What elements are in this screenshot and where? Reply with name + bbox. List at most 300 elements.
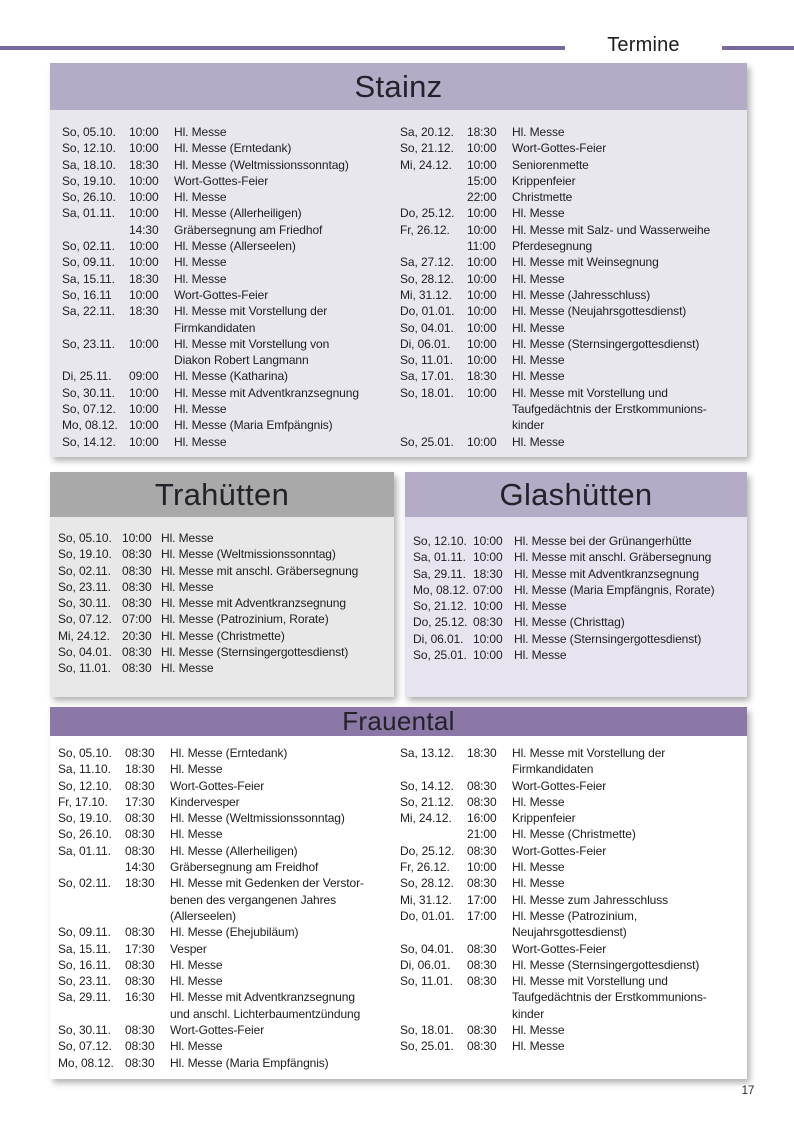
row-description: Hl. Messe (Patrozinium, Neujahrsgottesdienst) bbox=[512, 908, 638, 940]
row-description: Wort-Gottes-Feier bbox=[170, 778, 265, 793]
row-time: 17:30 bbox=[125, 794, 155, 809]
row-time: 10:00 bbox=[473, 631, 503, 646]
row-description: Hl. Messe bbox=[170, 957, 223, 972]
row-date: So, 04.01. bbox=[58, 645, 112, 660]
row-date: So, 12.10. bbox=[413, 534, 467, 548]
row-time: 08:30 bbox=[125, 925, 155, 940]
row-description: Hl. Messe mit Adventkranzsegnung bbox=[174, 385, 359, 400]
row-date: Sa, 17.01. bbox=[400, 369, 454, 384]
row-time: 08:30 bbox=[467, 1023, 497, 1038]
schedule-row bbox=[400, 794, 742, 810]
schedule-row bbox=[400, 124, 738, 140]
row-date: Mi, 24.12. bbox=[400, 811, 452, 826]
row-time: 17:30 bbox=[125, 941, 155, 956]
row-time: 07:00 bbox=[122, 612, 152, 627]
row-description: Hl. Messe bbox=[512, 206, 565, 221]
section-stainz bbox=[50, 63, 747, 457]
row-description: Hl. Messe bbox=[170, 827, 223, 842]
schedule-row bbox=[62, 303, 400, 336]
row-description: Wort-Gottes-Feier bbox=[512, 843, 607, 858]
row-date: So, 30.11. bbox=[62, 385, 115, 400]
row-description: Seniorenmette bbox=[512, 157, 589, 172]
schedule-row bbox=[413, 614, 743, 630]
row-date: Mi, 24.12. bbox=[400, 157, 452, 172]
row-date: So, 04.01. bbox=[400, 941, 454, 956]
row-date: So, 19.10. bbox=[58, 547, 112, 562]
schedule-row bbox=[58, 957, 400, 973]
section-body bbox=[50, 736, 747, 1079]
schedule-row bbox=[62, 222, 400, 238]
row-description: Hl. Messe bbox=[174, 255, 227, 270]
row-time: 08:30 bbox=[122, 547, 152, 562]
header-rule-line-right bbox=[722, 46, 794, 50]
row-date: Mo, 08.12. bbox=[58, 1055, 114, 1070]
row-date: Di, 06.01. bbox=[413, 631, 464, 646]
row-description: Hl. Messe mit Vorstellung und Taufgedächtnis der Erstkommunions- kinder bbox=[512, 974, 707, 1021]
schedule-row bbox=[400, 745, 742, 778]
row-time: 15:00 bbox=[467, 173, 497, 188]
row-description: Hl. Messe (Christmette) bbox=[512, 827, 636, 842]
page-header-label: Termine bbox=[607, 34, 680, 56]
row-time: 10:00 bbox=[467, 206, 497, 221]
row-description: Hl. Messe bbox=[170, 974, 223, 989]
row-time: 10:00 bbox=[467, 434, 497, 449]
row-time: 08:30 bbox=[467, 941, 497, 956]
schedule-row bbox=[58, 546, 389, 562]
row-description: Hl. Messe (Christmette) bbox=[161, 628, 285, 643]
row-description: Hl. Messe (Allerseelen) bbox=[174, 239, 296, 254]
schedule-row bbox=[62, 401, 400, 417]
schedule-row bbox=[413, 582, 743, 598]
row-time: 08:30 bbox=[467, 778, 497, 793]
row-date: Do, 25.12. bbox=[400, 206, 455, 221]
schedule-row bbox=[62, 238, 400, 254]
row-description: Wort-Gottes-Feier bbox=[512, 778, 607, 793]
section-title-trahuetten: Trahütten bbox=[50, 472, 394, 517]
row-time: 08:30 bbox=[125, 1023, 155, 1038]
schedule-row bbox=[400, 875, 742, 891]
row-description: Wort-Gottes-Feier bbox=[174, 287, 269, 302]
row-date: So, 23.11. bbox=[62, 336, 115, 351]
schedule-row bbox=[58, 1038, 400, 1054]
row-date: Sa, 18.10. bbox=[62, 157, 116, 172]
row-description: Hl. Messe bbox=[161, 661, 214, 676]
row-description: Hl. Messe (Sternsingergottesdienst) bbox=[514, 631, 702, 646]
row-description: Hl. Messe mit Weinsegnung bbox=[512, 255, 659, 270]
row-date: So, 04.01. bbox=[400, 320, 454, 335]
schedule-row bbox=[400, 385, 738, 434]
row-description: Krippenfeier bbox=[512, 811, 576, 826]
row-date: Fr, 17.10. bbox=[58, 794, 108, 809]
row-date: So, 25.01. bbox=[413, 648, 467, 663]
schedule-row bbox=[58, 843, 400, 859]
row-time: 18:30 bbox=[473, 566, 503, 581]
row-date: So, 21.12. bbox=[400, 794, 454, 809]
row-date: So, 12.10. bbox=[62, 141, 116, 156]
row-time: 16:30 bbox=[125, 990, 155, 1005]
row-date bbox=[400, 238, 467, 254]
row-date: Do, 01.01. bbox=[400, 908, 455, 923]
row-description: Wort-Gottes-Feier bbox=[512, 141, 607, 156]
row-time: 11:00 bbox=[467, 239, 496, 254]
row-date: Sa, 01.11. bbox=[62, 206, 115, 221]
schedule-row bbox=[58, 579, 389, 595]
row-date: So, 16.11 bbox=[62, 287, 112, 302]
schedule-row bbox=[58, 611, 389, 627]
row-time: 10:00 bbox=[467, 860, 497, 875]
row-time: 18:30 bbox=[129, 271, 159, 286]
row-time: 18:30 bbox=[125, 876, 155, 891]
row-time: 08:30 bbox=[125, 746, 155, 760]
row-date bbox=[400, 189, 467, 205]
schedule-row bbox=[58, 761, 400, 777]
row-date: Sa, 01.11. bbox=[58, 843, 111, 858]
section-trahuetten bbox=[50, 472, 394, 697]
row-date: Mi, 31.12. bbox=[400, 287, 452, 302]
row-description: Hl. Messe bbox=[514, 648, 567, 663]
row-date: Sa, 15.11. bbox=[62, 271, 115, 286]
row-time: 10:00 bbox=[129, 206, 159, 221]
row-date: Do, 25.12. bbox=[413, 615, 468, 630]
schedule-row bbox=[413, 598, 743, 614]
row-date: So, 21.12. bbox=[413, 599, 467, 614]
row-date: Sa, 27.12. bbox=[400, 255, 454, 270]
row-description: Hl. Messe bbox=[512, 125, 565, 139]
row-date: So, 26.10. bbox=[58, 827, 112, 842]
row-time: 08:30 bbox=[125, 778, 155, 793]
schedule-row bbox=[62, 157, 400, 173]
row-time: 21:00 bbox=[467, 827, 497, 842]
row-description: Hl. Messe (Sternsingergottesdienst) bbox=[512, 957, 700, 972]
schedule-row bbox=[58, 530, 389, 546]
row-time: 14:30 bbox=[125, 860, 155, 875]
section-title-stainz: Stainz bbox=[50, 63, 747, 110]
schedule-row bbox=[58, 1022, 400, 1038]
row-description: Hl. Messe bbox=[512, 876, 565, 891]
row-time: 10:00 bbox=[129, 418, 159, 433]
row-description: Hl. Messe bbox=[512, 434, 565, 449]
row-date: Sa, 15.11. bbox=[58, 941, 111, 956]
row-date: So, 16.11. bbox=[58, 957, 111, 972]
schedule-row bbox=[58, 989, 400, 1022]
row-description: Hl. Messe bbox=[161, 579, 214, 594]
section-body bbox=[405, 517, 747, 697]
row-date: Do, 01.01. bbox=[400, 304, 455, 319]
schedule-row bbox=[400, 254, 738, 270]
row-date: So, 18.01. bbox=[400, 385, 454, 400]
row-description: Hl. Messe (Weltmissionssonntag) bbox=[170, 811, 345, 826]
row-description: Hl. Messe mit Salz- und Wasserweihe bbox=[512, 222, 711, 237]
row-time: 07:00 bbox=[473, 582, 503, 597]
row-date: Di, 06.01. bbox=[400, 336, 451, 351]
row-date: Sa, 22.11. bbox=[62, 304, 115, 319]
section-body bbox=[50, 110, 747, 457]
row-description: Hl. Messe zum Jahresschluss bbox=[512, 892, 669, 907]
row-date bbox=[58, 859, 125, 875]
schedule-row bbox=[400, 205, 738, 221]
row-description: Hl. Messe mit Vorstellung der Firmkandidaten bbox=[512, 746, 666, 777]
row-time: 10:00 bbox=[467, 141, 497, 156]
schedule-row bbox=[400, 238, 738, 254]
row-time: 09:00 bbox=[129, 369, 159, 384]
schedule-row bbox=[400, 271, 738, 287]
row-time: 20:30 bbox=[122, 628, 152, 643]
row-description: Hl. Messe mit Gedenken der Verstor- benen des vergangenen Jahres (Allerseelen) bbox=[170, 876, 364, 923]
schedule-row bbox=[400, 810, 742, 826]
row-time: 08:30 bbox=[125, 827, 155, 842]
row-description: Hl. Messe bbox=[170, 1039, 223, 1054]
row-description: Hl. Messe bbox=[512, 1039, 565, 1054]
row-date: Sa, 01.11. bbox=[413, 550, 466, 565]
row-time: 10:00 bbox=[129, 402, 159, 417]
row-time: 10:00 bbox=[129, 287, 159, 302]
row-date: So, 05.10. bbox=[58, 746, 112, 760]
schedule-row bbox=[400, 843, 742, 859]
row-date: So, 23.11. bbox=[58, 579, 111, 594]
row-time: 08:30 bbox=[122, 661, 152, 676]
row-time: 18:30 bbox=[467, 125, 497, 139]
row-date: So, 02.11. bbox=[58, 876, 111, 891]
schedule-row bbox=[400, 892, 742, 908]
section-title-glashuetten: Glashütten bbox=[405, 472, 747, 517]
row-description: Hl. Messe bbox=[512, 271, 565, 286]
row-description: Hl. Messe (Maria Empfängnis) bbox=[170, 1055, 329, 1070]
schedule-row bbox=[62, 271, 400, 287]
schedule-column-right bbox=[400, 124, 738, 457]
schedule-row bbox=[400, 778, 742, 794]
schedule-row bbox=[62, 189, 400, 205]
row-description: Hl. Messe bbox=[174, 271, 227, 286]
row-time: 10:00 bbox=[473, 534, 503, 548]
row-description: Hl. Messe (Allerheiligen) bbox=[170, 843, 298, 858]
schedule-column-right bbox=[400, 745, 742, 1079]
schedule-row bbox=[413, 549, 743, 565]
row-date: Fr, 26.12. bbox=[400, 860, 450, 875]
row-time: 18:30 bbox=[125, 762, 155, 777]
row-date: So, 02.11. bbox=[62, 239, 115, 254]
schedule-row bbox=[400, 222, 738, 238]
row-description: Hl. Messe mit anschl. Gräbersegnung bbox=[161, 563, 359, 578]
row-date: Sa, 11.10. bbox=[58, 762, 111, 777]
row-description: Wort-Gottes-Feier bbox=[170, 1023, 265, 1038]
row-description: Hl. Messe (Sternsingergottesdienst) bbox=[161, 645, 349, 660]
schedule-row bbox=[62, 173, 400, 189]
row-description: Hl. Messe mit Adventkranzsegnung bbox=[514, 566, 699, 581]
row-time: 08:30 bbox=[125, 974, 155, 989]
section-glashuetten bbox=[405, 472, 747, 697]
schedule-row bbox=[58, 595, 389, 611]
schedule-row bbox=[400, 1022, 742, 1038]
row-date: So, 09.11. bbox=[58, 925, 111, 940]
row-time: 10:00 bbox=[129, 434, 159, 449]
row-time: 08:30 bbox=[467, 957, 497, 972]
row-date: Do, 25.12. bbox=[400, 843, 455, 858]
row-description: Wort-Gottes-Feier bbox=[512, 941, 607, 956]
row-time: 10:00 bbox=[467, 287, 497, 302]
row-time: 14:30 bbox=[129, 222, 159, 237]
row-date: So, 23.11. bbox=[58, 974, 111, 989]
row-description: Hl. Messe (Patrozinium, Rorate) bbox=[161, 612, 329, 627]
row-time: 22:00 bbox=[467, 190, 497, 205]
row-description: Hl. Messe mit Adventkranzsegnung bbox=[161, 596, 346, 611]
row-date: So, 02.11. bbox=[58, 563, 111, 578]
row-date: Mi, 24.12. bbox=[58, 628, 110, 643]
row-description: Hl. Messe (Ehejubiläum) bbox=[170, 925, 299, 940]
schedule-row bbox=[400, 941, 742, 957]
row-time: 17:00 bbox=[467, 892, 497, 907]
row-time: 10:00 bbox=[467, 336, 497, 351]
schedule-row bbox=[62, 205, 400, 221]
row-description: Hl. Messe bbox=[161, 531, 214, 545]
schedule-row bbox=[62, 124, 400, 140]
row-date: So, 18.01. bbox=[400, 1023, 454, 1038]
schedule-row bbox=[58, 973, 400, 989]
schedule-row bbox=[62, 417, 400, 433]
row-description: Hl. Messe bei der Grünangerhütte bbox=[514, 534, 692, 548]
row-description: Hl. Messe bbox=[512, 860, 565, 875]
row-time: 10:00 bbox=[467, 222, 497, 237]
row-date: Sa, 29.11. bbox=[58, 990, 111, 1005]
row-time: 10:00 bbox=[467, 304, 497, 319]
row-time: 18:30 bbox=[129, 304, 159, 319]
schedule-row bbox=[400, 157, 738, 173]
row-description: Hl. Messe mit Vorstellung und Taufgedächtnis der Erstkommunions- kinder bbox=[512, 385, 707, 433]
schedule-row bbox=[400, 973, 742, 1022]
row-time: 10:00 bbox=[129, 190, 159, 205]
row-time: 08:30 bbox=[125, 957, 155, 972]
row-date: So, 12.10. bbox=[58, 778, 112, 793]
row-description: Hl. Messe bbox=[512, 794, 565, 809]
row-date: So, 19.10. bbox=[58, 811, 112, 826]
row-description: Hl. Messe bbox=[512, 369, 565, 384]
row-description: Hl. Messe bbox=[174, 434, 227, 449]
row-description: Hl. Messe (Allerheiligen) bbox=[174, 206, 302, 221]
row-date: So, 19.10. bbox=[62, 173, 116, 188]
schedule-row bbox=[62, 254, 400, 270]
schedule-row bbox=[400, 303, 738, 319]
row-time: 10:00 bbox=[129, 385, 159, 400]
row-date bbox=[400, 173, 467, 189]
row-date: So, 25.01. bbox=[400, 1039, 454, 1054]
schedule-row bbox=[400, 908, 742, 941]
row-date: So, 11.01. bbox=[400, 353, 453, 368]
row-time: 10:00 bbox=[473, 550, 503, 565]
row-description: Gräbersegnung am Friedhof bbox=[174, 222, 323, 237]
schedule-row bbox=[413, 647, 743, 663]
row-date: Mo, 08.12. bbox=[62, 418, 118, 433]
row-description: Hl. Messe bbox=[512, 1023, 565, 1038]
row-description: Kindervesper bbox=[170, 794, 240, 809]
row-time: 18:30 bbox=[467, 369, 497, 384]
schedule-row bbox=[58, 875, 400, 924]
row-date bbox=[400, 826, 467, 842]
row-date: So, 14.12. bbox=[62, 434, 116, 449]
row-date: Mi, 31.12. bbox=[400, 892, 452, 907]
schedule-row bbox=[400, 957, 742, 973]
row-description: Pferdesegnung bbox=[512, 239, 593, 254]
row-description: Hl. Messe (Katharina) bbox=[174, 369, 288, 384]
schedule-row bbox=[58, 826, 400, 842]
schedule-row bbox=[62, 287, 400, 303]
row-time: 08:30 bbox=[467, 876, 497, 891]
row-time: 10:00 bbox=[122, 531, 152, 545]
row-description: Hl. Messe bbox=[174, 190, 227, 205]
schedule-row bbox=[62, 140, 400, 156]
row-time: 08:30 bbox=[473, 615, 503, 630]
schedule-row bbox=[62, 336, 400, 369]
schedule-row bbox=[58, 563, 389, 579]
row-date: Sa, 13.12. bbox=[400, 746, 454, 760]
schedule-column-left bbox=[62, 124, 400, 457]
schedule-row bbox=[400, 859, 742, 875]
schedule-row bbox=[413, 566, 743, 582]
section-body bbox=[50, 517, 394, 697]
schedule-row bbox=[400, 368, 738, 384]
schedule-row bbox=[62, 385, 400, 401]
row-description: Vesper bbox=[170, 941, 207, 956]
row-date: Fr, 26.12. bbox=[400, 222, 450, 237]
row-date: So, 25.01. bbox=[400, 434, 454, 449]
row-date: So, 07.12. bbox=[58, 612, 112, 627]
row-time: 10:00 bbox=[473, 599, 503, 614]
section-frauental bbox=[50, 707, 747, 1079]
schedule-row bbox=[413, 533, 743, 549]
row-time: 10:00 bbox=[129, 239, 159, 254]
row-time: 08:30 bbox=[125, 843, 155, 858]
schedule-row bbox=[58, 778, 400, 794]
row-time: 08:30 bbox=[125, 811, 155, 826]
row-description: Christmette bbox=[512, 190, 573, 205]
schedule-row bbox=[400, 320, 738, 336]
row-description: Hl. Messe (Neujahrsgottesdienst) bbox=[512, 304, 687, 319]
row-time: 10:00 bbox=[467, 255, 497, 270]
row-time: 17:00 bbox=[467, 908, 497, 923]
row-date: So, 07.12. bbox=[58, 1039, 112, 1054]
schedule-row bbox=[62, 434, 400, 450]
schedule-row bbox=[58, 745, 400, 761]
row-time: 10:00 bbox=[467, 157, 497, 172]
row-description: Hl. Messe (Erntedank) bbox=[174, 141, 292, 156]
row-description: Hl. Messe (Christtag) bbox=[514, 615, 625, 630]
row-description: Hl. Messe (Weltmissionssonntag) bbox=[174, 157, 349, 172]
row-description: Hl. Messe (Erntedank) bbox=[170, 746, 288, 760]
row-description: Hl. Messe mit Vorstellung der Firmkandidaten bbox=[174, 304, 328, 335]
row-time: 18:30 bbox=[467, 746, 497, 760]
schedule-row bbox=[400, 336, 738, 352]
schedule-row bbox=[400, 1038, 742, 1054]
row-description: Hl. Messe bbox=[512, 353, 565, 368]
row-date: Sa, 29.11. bbox=[413, 566, 466, 581]
row-time: 08:30 bbox=[467, 1039, 497, 1054]
row-time: 08:30 bbox=[122, 579, 152, 594]
row-description: Hl. Messe (Maria Empfängnis, Rorate) bbox=[514, 582, 715, 597]
row-date: So, 28.12. bbox=[400, 876, 454, 891]
row-date: So, 05.10. bbox=[58, 531, 112, 545]
row-time: 10:00 bbox=[467, 320, 497, 335]
schedule-row bbox=[58, 924, 400, 940]
schedule-row bbox=[400, 140, 738, 156]
row-description: Hl. Messe bbox=[170, 762, 223, 777]
row-description: Hl. Messe (Maria Emfpängnis) bbox=[174, 418, 333, 433]
row-time: 16:00 bbox=[467, 811, 497, 826]
schedule-row bbox=[58, 660, 389, 676]
row-time: 10:00 bbox=[467, 271, 497, 286]
schedule-row bbox=[58, 1055, 400, 1071]
row-time: 10:00 bbox=[129, 125, 159, 139]
row-date: So, 07.12. bbox=[62, 402, 116, 417]
schedule-row bbox=[58, 628, 389, 644]
schedule-row bbox=[400, 189, 738, 205]
